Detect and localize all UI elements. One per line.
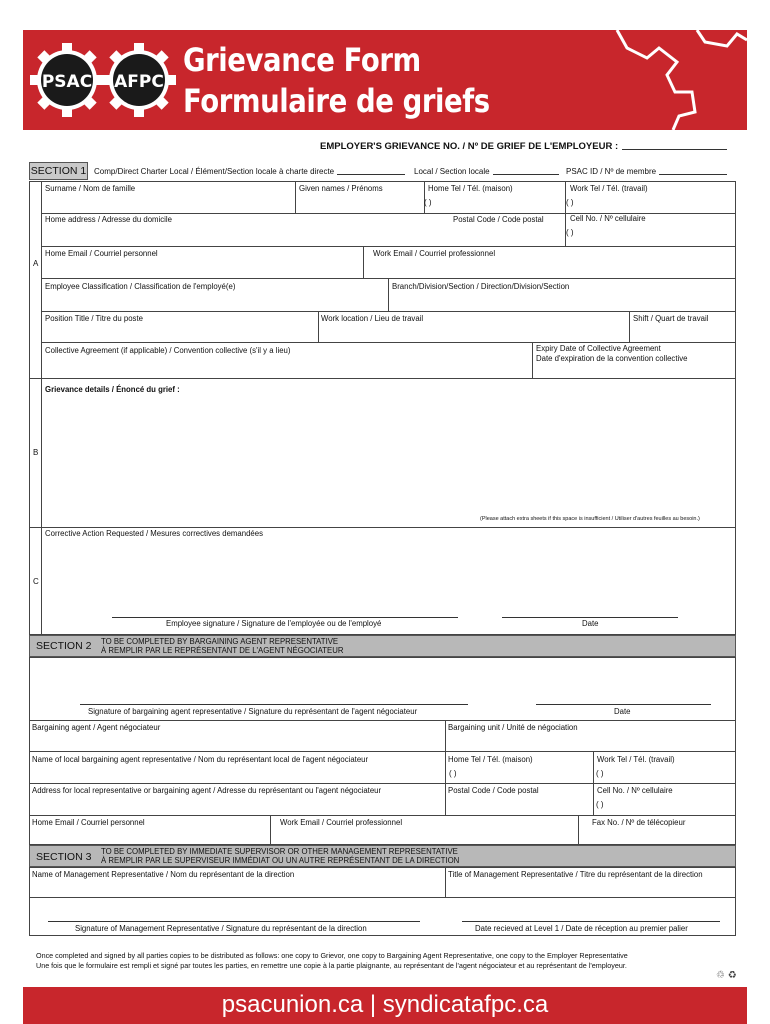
distribution-note-en: Once completed and signed by all parties copies to be distributed as follows: one copy to Grievor, one copy to Bargaining Agent Representative, one copy to the Employer Representative [36, 951, 628, 960]
section-3-label: SECTION 3 [36, 851, 92, 863]
section-3-line-en: TO BE COMPLETED BY IMMEDIATE SUPERVISOR OR OTHER MANAGEMENT REPRESENTATIVE [101, 847, 458, 856]
section-2-line-fr: À REMPLIR PAR LE REPRÉSENTANT DE L'AGENT NÉGOCIATEUR [101, 646, 344, 655]
section-2-header [29, 635, 736, 657]
work-location-field[interactable]: Work location / Lieu de travail [321, 314, 424, 323]
gear-outline-icon [597, 30, 747, 130]
rep-cell-area-code: ( ) [596, 800, 604, 809]
header-banner [23, 30, 747, 130]
bargaining-unit-field[interactable]: Bargaining unit / Unité de négociation [448, 723, 578, 732]
expiry-date-label-fr: Date d'expiration de la convention collective [536, 354, 688, 363]
collective-agreement-field[interactable]: Collective Agreement (if applicable) / Convention collective (s'il y a lieu) [45, 346, 291, 355]
mgmt-signature-line[interactable] [48, 921, 420, 922]
local-field[interactable]: Local / Section locale [414, 167, 559, 176]
date-received-label: Date recieved at Level 1 / Date de réception au premier palier [475, 924, 688, 933]
grievance-details-area[interactable] [42, 396, 734, 512]
employee-signature-label: Employee signature / Signature de l'employée ou de l'employé [166, 619, 382, 628]
psac-id-field[interactable]: PSAC ID / Nº de membre [566, 167, 727, 176]
rep-work-tel-area-code: ( ) [596, 769, 604, 778]
recycle-icon: ♲ ♻ [716, 970, 737, 981]
cell-no-field[interactable]: Cell No. / Nº cellulaire [570, 214, 646, 223]
work-email-field[interactable]: Work Email / Courriel professionnel [373, 249, 496, 258]
logo-afpc-text: AFPC [114, 72, 164, 92]
home-email-field[interactable]: Home Email / Courriel personnel [45, 249, 158, 258]
postal-code-field[interactable]: Postal Code / Code postal [453, 215, 544, 224]
section-2-line-en: TO BE COMPLETED BY BARGAINING AGENT REPRESENTATIVE [101, 637, 339, 646]
employee-signature-line[interactable] [112, 617, 458, 618]
rep-home-tel-area-code: ( ) [449, 769, 457, 778]
position-title-field[interactable]: Position Title / Titre du poste [45, 314, 143, 323]
corrective-action-label: Corrective Action Requested / Mesures correctives demandées [45, 529, 263, 538]
corrective-action-area[interactable] [42, 541, 734, 611]
logo-psac-text: PSAC [41, 72, 93, 92]
section-letter-b: B [33, 448, 39, 457]
psac-afpc-logo [29, 40, 179, 120]
employer-grievance-number-field[interactable] [622, 141, 727, 150]
section-letter-c: C [33, 577, 39, 586]
rep-address-field[interactable]: Address for local representative or bargaining agent / Adresse du représentant ou l'agent négociateur [32, 786, 382, 795]
mgmt-name-field[interactable]: Name of Management Representative / Nom du représentant de la direction [32, 870, 295, 879]
expiry-date-field[interactable]: Expiry Date of Collective Agreement [536, 344, 661, 353]
attach-sheets-note: (Please attach extra sheets if this space is insufficient / Utiliser d'autres feuilles au besoin.) [480, 516, 700, 522]
rep-home-tel-field[interactable]: Home Tel / Tél. (maison) [448, 755, 533, 764]
section-1-label: SECTION 1 [29, 162, 88, 180]
rep-postal-code-field[interactable]: Postal Code / Code postal [448, 786, 539, 795]
classification-field[interactable]: Employee Classification / Classification de l'employé(e) [45, 282, 236, 291]
home-tel-area-code: ( ) [424, 198, 432, 207]
title-english: Grievance Form [183, 41, 421, 79]
employer-grievance-number: EMPLOYER'S GRIEVANCE NO. / Nº DE GRIEF DE L'EMPLOYEUR : [320, 141, 727, 152]
mgmt-title-field[interactable]: Title of Management Representative / Titre du représentant de la direction [448, 870, 703, 879]
shift-field[interactable]: Shift / Quart de travail [633, 314, 709, 323]
employee-date-line[interactable] [502, 617, 678, 618]
section-2-label: SECTION 2 [36, 640, 92, 652]
footer-banner [23, 987, 747, 1024]
mgmt-signature-label: Signature of Management Representative / Signature du représentant de la direction [75, 924, 367, 933]
rep-work-tel-field[interactable]: Work Tel / Tél. (travail) [597, 755, 675, 764]
section-3-header [29, 845, 736, 867]
bargaining-date-label: Date [614, 707, 631, 716]
footer-url[interactable]: psacunion.ca | syndicatafpc.ca [221, 991, 549, 1018]
employee-date-label: Date [582, 619, 599, 628]
rep-work-email-field[interactable]: Work Email / Courriel professionnel [280, 818, 403, 827]
branch-field[interactable]: Branch/Division/Section / Direction/Division/Section [392, 282, 570, 291]
bargaining-signature-label: Signature of bargaining agent representative / Signature du représentant de l'agent négociateur [88, 707, 418, 716]
work-tel-area-code: ( ) [566, 198, 574, 207]
bargaining-agent-field[interactable]: Bargaining agent / Agent négociateur [32, 723, 161, 732]
bargaining-date-line[interactable] [536, 704, 711, 705]
given-names-field[interactable]: Given names / Prénoms [299, 184, 383, 193]
grievance-details-label: Grievance details / Énoncé du grief : [45, 385, 180, 394]
section-letter-a: A [33, 259, 39, 268]
date-received-line[interactable] [462, 921, 720, 922]
bargaining-signature-line[interactable] [80, 704, 468, 705]
surname-field[interactable]: Surname / Nom de famille [45, 184, 136, 193]
comp-local-field[interactable]: Comp/Direct Charter Local / Élément/Section locale à charte directe [94, 167, 405, 176]
home-address-field[interactable]: Home address / Adresse du domicile [45, 215, 172, 224]
rep-fax-no-field[interactable]: Fax No. / Nº de télécopieur [592, 818, 686, 827]
section-3-line-fr: À REMPLIR PAR LE SUPERVISEUR IMMÉDIAT OU UN AUTRE REPRÉSENTANT DE LA DIRECTION [101, 856, 460, 865]
cell-area-code: ( ) [566, 228, 574, 237]
title-french: Formulaire de griefs [183, 82, 490, 120]
distribution-note-fr: Une fois que le formulaire est rempli et signé par toutes les parties, en remettre une copie à la partie plaignante, au représentant de l'agent négociateur et au représentant de l'employeur. [36, 961, 627, 970]
home-tel-field[interactable]: Home Tel / Tél. (maison) [428, 184, 513, 193]
rep-home-email-field[interactable]: Home Email / Courriel personnel [32, 818, 145, 827]
work-tel-field[interactable]: Work Tel / Tél. (travail) [570, 184, 648, 193]
rep-cell-no-field[interactable]: Cell No. / Nº cellulaire [597, 786, 673, 795]
local-rep-name-field[interactable]: Name of local bargaining agent representative / Nom du représentant local de l'agent négociateur [32, 755, 369, 764]
